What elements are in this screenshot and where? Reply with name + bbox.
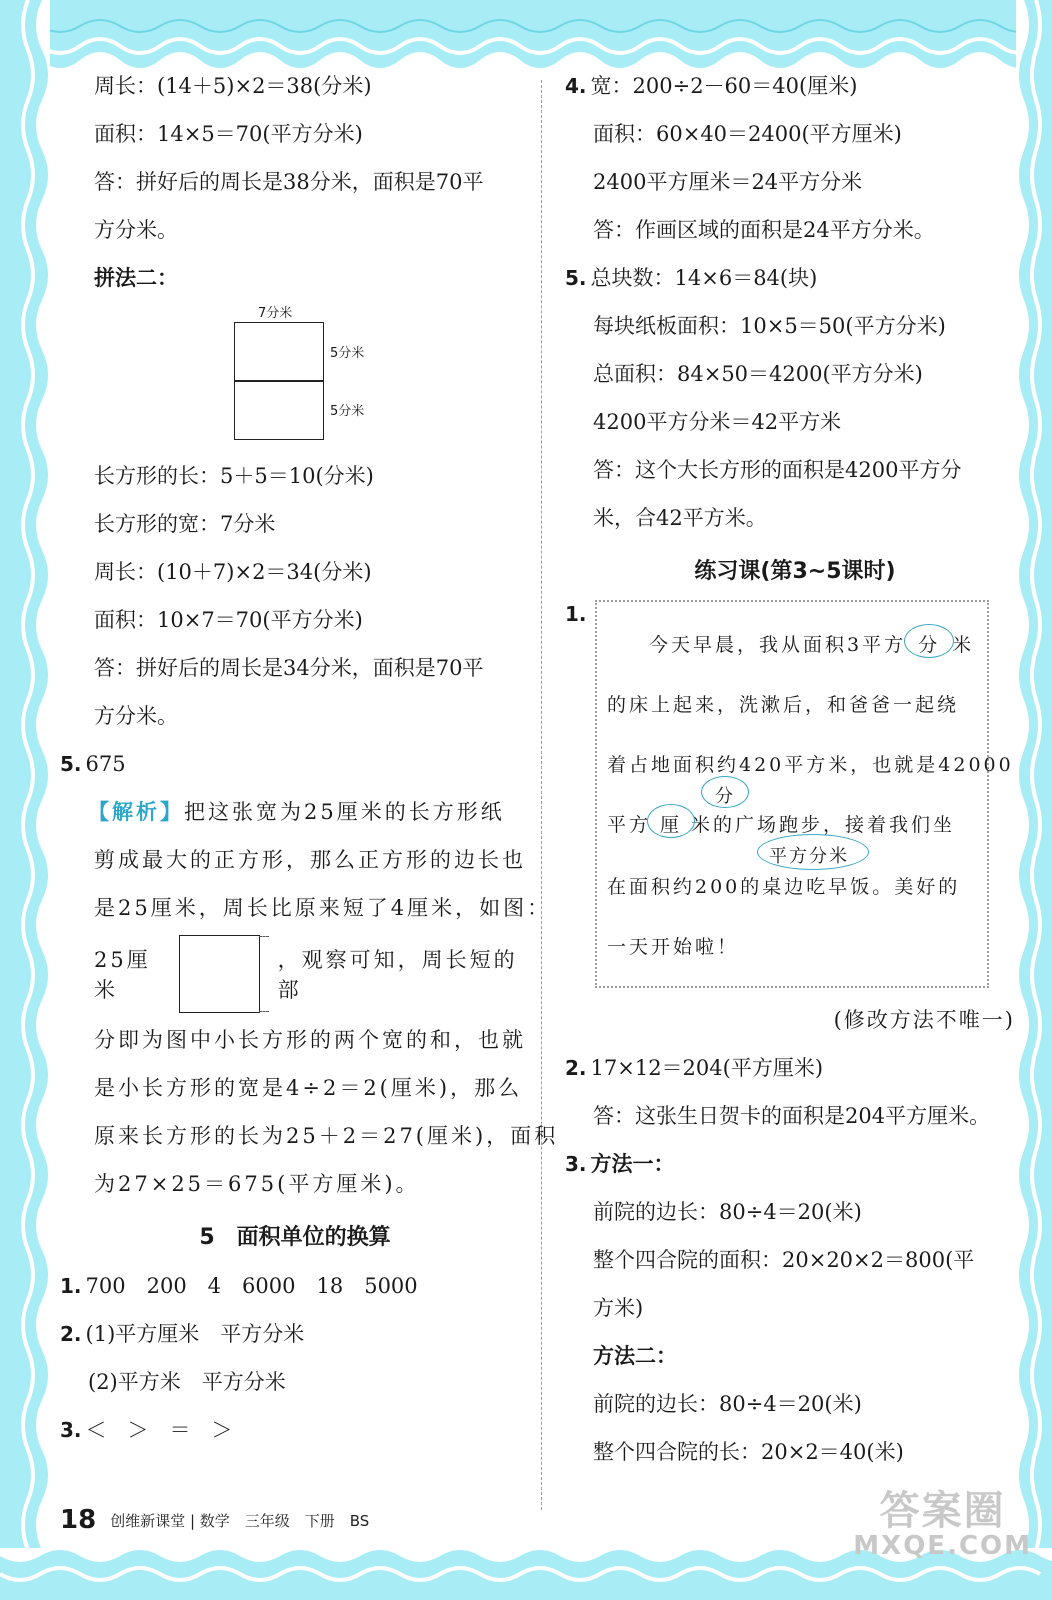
analysis-figure-line <box>60 936 530 1012</box>
practice-q3 <box>565 1140 1025 1188</box>
correction-oval <box>647 804 695 838</box>
p3-line-5: 整个四合院的长：20×2＝40(米) <box>593 1440 904 1464</box>
practice-note: (修改方法不唯一) <box>833 1008 1015 1032</box>
method-two-label: 拼法二： <box>94 266 178 290</box>
correction-oval <box>904 624 954 658</box>
answer-line-2-cont: 方分米。 <box>94 704 178 728</box>
story-text-1: 今天早晨，我从面积3平方 <box>649 634 907 656</box>
insert-oval-2 <box>757 834 869 870</box>
story-insert-2: 平方分米 <box>769 846 849 867</box>
section-title: 5 面积单位的换算 <box>199 1225 391 1250</box>
p3-method-1: 方法一： <box>590 1152 675 1176</box>
question-5-answer: 675 <box>85 752 126 776</box>
correction-mark: 分 <box>918 634 941 656</box>
question-number: 1. <box>565 602 587 626</box>
answer-line-1: 答：拼好后的周长是38分米，面积是70平 <box>94 170 484 194</box>
figure-top-label: 7分米 <box>258 306 293 321</box>
q4-width: 宽：200÷2－60＝40(厘米) <box>590 74 858 98</box>
area-line-2: 面积：10×7＝70(平方分米) <box>94 608 363 632</box>
q4-convert: 2400平方厘米＝24平方分米 <box>593 170 863 194</box>
q4-answer: 答：作画区域的面积是24平方分米。 <box>593 218 935 242</box>
section-q2-b: (2)平方米 平方分米 <box>88 1370 286 1394</box>
section-q1 <box>60 1262 530 1310</box>
q5-each-area: 每块纸板面积：10×5＝50(平方分米) <box>593 314 946 338</box>
figure-right-label-2: 5分米 <box>330 404 365 419</box>
question-number: 5. <box>565 266 587 290</box>
right-q5 <box>565 254 1025 302</box>
practice-q2 <box>565 1044 1025 1092</box>
p3-line-2: 整个四合院的面积：20×20×2＝800(平 <box>593 1248 975 1272</box>
right-column <box>565 62 1025 1476</box>
story-box <box>595 600 1014 988</box>
perimeter-line-2: 周长：(10＋7)×2＝34(分米) <box>94 560 372 584</box>
question-number: 3. <box>565 1152 587 1176</box>
answer-line-2: 答：拼好后的周长是34分米，面积是70平 <box>94 656 484 680</box>
question-number: 4. <box>565 74 587 98</box>
p3-method-2: 方法二： <box>593 1344 677 1368</box>
cut-strip <box>259 936 269 1012</box>
story-text-4-tail: 米的广场跑步，接着我们坐 <box>691 814 956 836</box>
story-text-1-tail: 米 <box>952 634 975 656</box>
question-number: 1. <box>60 1274 82 1298</box>
page-number: 18 <box>60 1505 97 1535</box>
q5-answer: 答：这个大长方形的面积是4200平方分 <box>593 458 962 482</box>
story-line-4 <box>607 810 955 837</box>
analysis-text-4: ，观察可知，周长短的部 <box>277 948 518 1002</box>
site-watermark <box>853 1490 1032 1560</box>
book-info: 创维新课堂 | 数学 三年级 下册 BS <box>110 1511 370 1530</box>
practice-title: 练习课(第3~5课时) <box>694 559 896 584</box>
story-line-6: 一天开始啦！ <box>607 936 740 958</box>
story-correction-2 <box>651 810 691 837</box>
watermark-line-2: MXQE.COM <box>853 1531 1032 1561</box>
analysis-line-5: 分即为图中小长方形的两个宽的和，也就 <box>94 1028 526 1052</box>
story-text-4-head: 平方 <box>607 814 652 836</box>
left-column <box>60 62 559 1454</box>
perimeter-line-1: 周长：(14＋5)×2＝38(分米) <box>94 74 372 98</box>
width-line: 长方形的宽：7分米 <box>94 512 276 536</box>
section-q3-answer: ＜ ＞ ＝ ＞ <box>85 1418 233 1442</box>
square-side-label: 25厘米 <box>94 948 151 1002</box>
q5-convert: 4200平方分米＝42平方米 <box>593 410 842 434</box>
story-line-2: 的床上起来，洗漱后，和爸爸一起绕 <box>607 694 960 716</box>
square-figure <box>179 935 259 1013</box>
analysis-line-7: 原来长方形的长为25＋2＝27(厘米)，面积 <box>94 1124 559 1148</box>
q5-total-area: 总面积：84×50＝4200(平方分米) <box>593 362 923 386</box>
section-q2-answer-a: (1)平方厘米 平方分米 <box>85 1322 305 1346</box>
story-insert-1: 分 <box>715 786 733 807</box>
question-number: 2. <box>565 1056 587 1080</box>
page-footer <box>60 1500 369 1540</box>
figure-upper-rect <box>234 322 324 382</box>
analysis-line-2: 剪成最大的正方形，那么正方形的边长也 <box>94 848 526 872</box>
q5-count: 总块数：14×6＝84(块) <box>590 266 818 290</box>
watermark-line-1: 答案圈 <box>879 1488 1006 1534</box>
analysis-line-3: 是25厘米，周长比原来短了4厘米，如图： <box>94 896 552 920</box>
question-number: 5. <box>60 752 82 776</box>
story-correction-1 <box>906 630 952 657</box>
question-number: 3. <box>60 1418 82 1442</box>
analysis-line-1 <box>60 788 530 836</box>
answer-line-1-cont: 方分米。 <box>94 218 178 242</box>
story-line-5: 在面积约200的桌边吃早饭。美好的 <box>607 876 961 898</box>
section-q2 <box>60 1310 530 1358</box>
length-line: 长方形的长：5＋5＝10(分米) <box>94 464 374 488</box>
figure-lower-rect <box>234 380 324 440</box>
question-5 <box>60 740 530 788</box>
analysis-line-6: 是小长方形的宽是4÷2＝2(厘米)，那么 <box>94 1076 523 1100</box>
right-q4 <box>565 62 1025 110</box>
analysis-line-8: 为27×25＝675(平方厘米)。 <box>94 1172 420 1196</box>
section-q1-answer: 700 200 4 6000 18 5000 <box>85 1274 418 1298</box>
q4-area: 面积：60×40＝2400(平方厘米) <box>593 122 902 146</box>
analysis-tag: 【解析】 <box>88 800 184 824</box>
p2-calc: 17×12＝204(平方厘米) <box>590 1056 824 1080</box>
area-line-1: 面积：14×5＝70(平方分米) <box>94 122 363 146</box>
correction-mark: 厘 <box>660 814 683 836</box>
practice-q1 <box>565 600 1025 996</box>
p3-line-3: 方米) <box>593 1296 644 1320</box>
p3-line-4: 前院的边长：80÷4＝20(米) <box>593 1392 862 1416</box>
insert-oval-1 <box>701 776 749 808</box>
rectangle-figure <box>60 302 530 452</box>
story-line-3: 着占地面积约420平方米，也就是42000 <box>607 754 1014 776</box>
figure-right-label-1: 5分米 <box>330 346 365 361</box>
p3-line-1: 前院的边长：80÷4＝20(米) <box>593 1200 862 1224</box>
column-divider <box>541 80 542 1510</box>
q5-answer-cont: 米，合42平方米。 <box>593 506 767 530</box>
analysis-text-1: 把这张宽为25厘米的长方形纸 <box>184 800 505 824</box>
p2-answer: 答：这张生日贺卡的面积是204平方厘米。 <box>593 1104 991 1128</box>
section-q3 <box>60 1406 530 1454</box>
story-line-1 <box>649 630 974 657</box>
question-number: 2. <box>60 1322 82 1346</box>
